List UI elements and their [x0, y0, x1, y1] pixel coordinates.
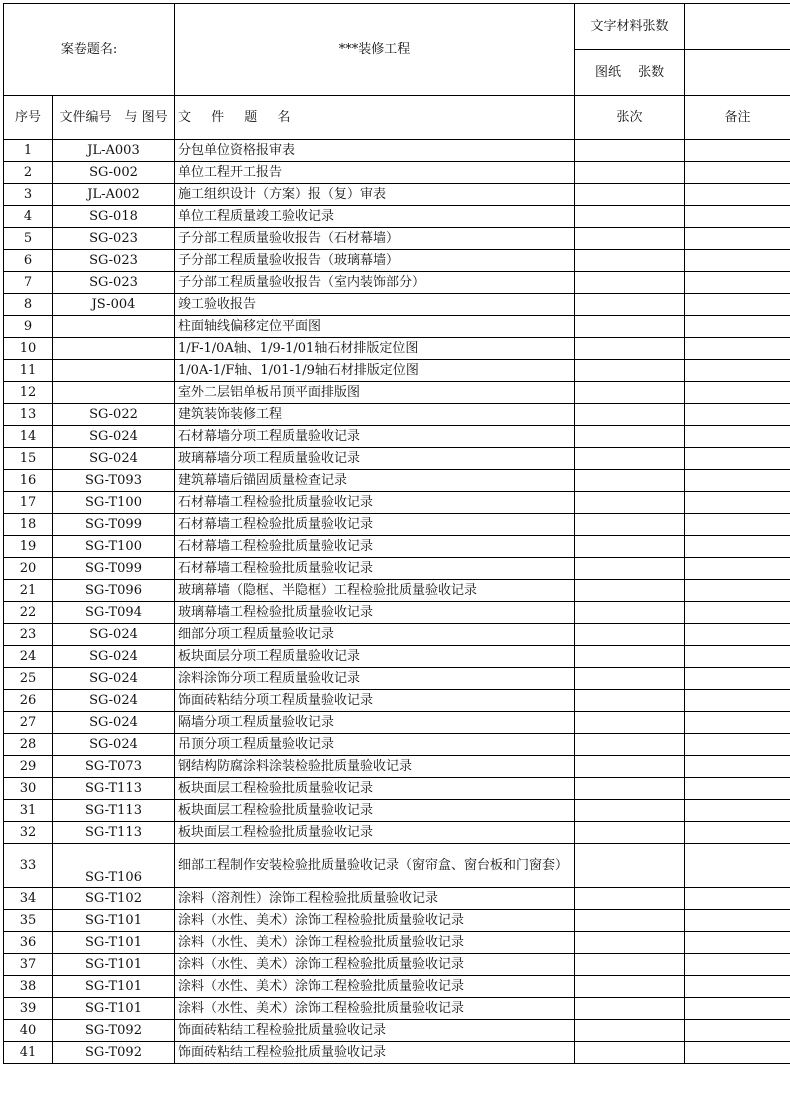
table-row: [4, 338, 790, 360]
row-remark[interactable]: [685, 668, 790, 690]
row-file-code: [53, 316, 175, 338]
row-sheet-count[interactable]: [575, 778, 685, 800]
file-index-table: [3, 3, 790, 1064]
row-file-code: SG-024: [53, 690, 175, 712]
row-remark[interactable]: [685, 184, 790, 206]
row-remark[interactable]: [685, 800, 790, 822]
table-row: [4, 888, 790, 910]
table-row: [4, 492, 790, 514]
table-row: [4, 316, 790, 338]
row-file-title: 板块面层工程检验批质量验收记录: [175, 778, 575, 800]
table-row: [4, 976, 790, 998]
table-row: [4, 580, 790, 602]
row-remark[interactable]: [685, 492, 790, 514]
row-seq: 30: [4, 778, 53, 800]
row-sheet-count[interactable]: [575, 888, 685, 910]
row-seq: 38: [4, 976, 53, 998]
row-seq: 27: [4, 712, 53, 734]
row-file-title: 单位工程开工报告: [175, 162, 575, 184]
row-file-code: SG-024: [53, 734, 175, 756]
row-seq: 2: [4, 162, 53, 184]
row-seq: 11: [4, 360, 53, 382]
row-sheet-count[interactable]: [575, 756, 685, 778]
row-remark[interactable]: [685, 1042, 790, 1064]
row-remark[interactable]: [685, 228, 790, 250]
row-remark[interactable]: [685, 316, 790, 338]
row-seq: 29: [4, 756, 53, 778]
row-sheet-count[interactable]: [575, 558, 685, 580]
row-sheet-count[interactable]: [575, 624, 685, 646]
table-row: [4, 602, 790, 624]
row-file-code: SG-024: [53, 668, 175, 690]
row-sheet-count[interactable]: [575, 910, 685, 932]
row-remark[interactable]: [685, 646, 790, 668]
row-seq: 28: [4, 734, 53, 756]
row-sheet-count[interactable]: [575, 602, 685, 624]
table-row: [4, 184, 790, 206]
row-seq: 22: [4, 602, 53, 624]
row-remark[interactable]: [685, 338, 790, 360]
row-sheet-count[interactable]: [575, 272, 685, 294]
row-seq: 13: [4, 404, 53, 426]
row-seq: 10: [4, 338, 53, 360]
table-row: [4, 470, 790, 492]
table-row: [4, 426, 790, 448]
row-seq: 25: [4, 668, 53, 690]
row-sheet-count[interactable]: [575, 360, 685, 382]
row-seq: 1: [4, 140, 53, 162]
table-row: [4, 382, 790, 404]
table-row: [4, 844, 790, 888]
row-sheet-count[interactable]: [575, 734, 685, 756]
row-file-title: 建筑装饰装修工程: [175, 404, 575, 426]
table-row: [4, 624, 790, 646]
row-sheet-count[interactable]: [575, 536, 685, 558]
row-seq: 12: [4, 382, 53, 404]
row-sheet-count[interactable]: [575, 250, 685, 272]
row-remark[interactable]: [685, 404, 790, 426]
row-file-title: 石材幕墙分项工程质量验收记录: [175, 426, 575, 448]
row-remark[interactable]: [685, 250, 790, 272]
row-seq: 40: [4, 1020, 53, 1042]
row-file-code: SG-024: [53, 624, 175, 646]
row-file-title: 柱面轴线偏移定位平面图: [175, 316, 575, 338]
row-file-code: SG-T073: [53, 756, 175, 778]
table-row: [4, 140, 790, 162]
row-file-title: 涂料（水性、美术）涂饰工程检验批质量验收记录: [175, 910, 575, 932]
row-file-code: SG-T092: [53, 1042, 175, 1064]
row-file-title: 分包单位资格报审表: [175, 140, 575, 162]
row-sheet-count[interactable]: [575, 976, 685, 998]
table-row: [4, 162, 790, 184]
row-sheet-count[interactable]: [575, 316, 685, 338]
row-remark[interactable]: [685, 514, 790, 536]
table-row: [4, 712, 790, 734]
row-remark[interactable]: [685, 778, 790, 800]
row-seq: 37: [4, 954, 53, 976]
row-seq: 31: [4, 800, 53, 822]
row-file-code: SG-T100: [53, 536, 175, 558]
row-seq: 39: [4, 998, 53, 1020]
table-row: [4, 404, 790, 426]
row-file-code: [53, 338, 175, 360]
row-file-code: JL-A003: [53, 140, 175, 162]
row-remark[interactable]: [685, 272, 790, 294]
case-title-label: 案卷题名:: [4, 4, 175, 96]
row-file-code: SG-023: [53, 250, 175, 272]
row-sheet-count[interactable]: [575, 954, 685, 976]
row-seq: 18: [4, 514, 53, 536]
row-file-title: 子分部工程质量验收报告（石材幕墙）: [175, 228, 575, 250]
row-sheet-count[interactable]: [575, 998, 685, 1020]
row-sheet-count[interactable]: [575, 404, 685, 426]
row-file-code: SG-T099: [53, 558, 175, 580]
row-sheet-count[interactable]: [575, 294, 685, 316]
table-row: [4, 206, 790, 228]
table-row: [4, 668, 790, 690]
row-file-title: 饰面砖粘结工程检验批质量验收记录: [175, 1042, 575, 1064]
row-remark[interactable]: [685, 580, 790, 602]
row-file-title: 子分部工程质量验收报告（室内装饰部分）: [175, 272, 575, 294]
row-file-title: 板块面层分项工程质量验收记录: [175, 646, 575, 668]
row-remark[interactable]: [685, 558, 790, 580]
row-sheet-count[interactable]: [575, 646, 685, 668]
row-sheet-count[interactable]: [575, 470, 685, 492]
row-file-title: 子分部工程质量验收报告（玻璃幕墙）: [175, 250, 575, 272]
table-row: [4, 360, 790, 382]
row-seq: 14: [4, 426, 53, 448]
row-sheet-count[interactable]: [575, 514, 685, 536]
row-seq: 6: [4, 250, 53, 272]
row-remark[interactable]: [685, 844, 790, 888]
row-remark[interactable]: [685, 910, 790, 932]
row-seq: 20: [4, 558, 53, 580]
text-material-pages-label: 文字材料张数: [575, 4, 685, 50]
table-row: [4, 646, 790, 668]
row-file-title: 隔墙分项工程质量验收记录: [175, 712, 575, 734]
table-row: [4, 448, 790, 470]
row-file-code: JL-A002: [53, 184, 175, 206]
row-remark[interactable]: [685, 734, 790, 756]
row-seq: 24: [4, 646, 53, 668]
row-sheet-count[interactable]: [575, 492, 685, 514]
row-file-title: 涂料（溶剂性）涂饰工程检验批质量验收记录: [175, 888, 575, 910]
row-file-code: SG-T101: [53, 932, 175, 954]
row-seq: 23: [4, 624, 53, 646]
drawing-pages-label: 图纸 张数: [575, 50, 685, 96]
row-file-code: [53, 360, 175, 382]
row-file-code: SG-T102: [53, 888, 175, 910]
row-file-code: SG-002: [53, 162, 175, 184]
row-remark[interactable]: [685, 954, 790, 976]
row-file-title: 涂料（水性、美术）涂饰工程检验批质量验收记录: [175, 998, 575, 1020]
row-remark[interactable]: [685, 624, 790, 646]
row-file-title: 涂料（水性、美术）涂饰工程检验批质量验收记录: [175, 954, 575, 976]
row-sheet-count[interactable]: [575, 668, 685, 690]
row-file-code: SG-T096: [53, 580, 175, 602]
table-row: [4, 800, 790, 822]
row-file-title: 石材幕墙工程检验批质量验收记录: [175, 558, 575, 580]
row-file-code: SG-T113: [53, 822, 175, 844]
row-file-title: 板块面层工程检验批质量验收记录: [175, 822, 575, 844]
row-seq: 17: [4, 492, 53, 514]
table-row: [4, 514, 790, 536]
row-sheet-count[interactable]: [575, 1042, 685, 1064]
row-file-code: SG-T101: [53, 910, 175, 932]
row-file-title: 细部工程制作安装检验批质量验收记录（窗帘盒、窗台板和门窗套）: [175, 844, 575, 888]
row-file-code: SG-T101: [53, 998, 175, 1020]
row-sheet-count[interactable]: [575, 184, 685, 206]
column-header-sheet-count: 张次: [575, 96, 685, 140]
row-file-title: 石材幕墙工程检验批质量验收记录: [175, 514, 575, 536]
row-seq: 41: [4, 1042, 53, 1064]
row-file-title: 饰面砖粘结工程检验批质量验收记录: [175, 1020, 575, 1042]
row-sheet-count[interactable]: [575, 932, 685, 954]
row-remark[interactable]: [685, 448, 790, 470]
row-remark[interactable]: [685, 888, 790, 910]
row-file-title: 涂料（水性、美术）涂饰工程检验批质量验收记录: [175, 976, 575, 998]
row-remark[interactable]: [685, 1020, 790, 1042]
table-row: [4, 734, 790, 756]
row-file-title: 室外二层铝单板吊顶平面排版图: [175, 382, 575, 404]
row-file-code: JS-004: [53, 294, 175, 316]
row-remark[interactable]: [685, 998, 790, 1020]
row-sheet-count[interactable]: [575, 140, 685, 162]
table-row: [4, 536, 790, 558]
row-seq: 34: [4, 888, 53, 910]
row-file-code: SG-024: [53, 646, 175, 668]
row-seq: 15: [4, 448, 53, 470]
row-remark[interactable]: [685, 932, 790, 954]
row-sheet-count[interactable]: [575, 206, 685, 228]
row-seq: 35: [4, 910, 53, 932]
row-seq: 19: [4, 536, 53, 558]
row-remark[interactable]: [685, 426, 790, 448]
column-header-file-no: 文件编号 与 图号: [53, 96, 175, 140]
row-seq: 8: [4, 294, 53, 316]
table-row: [4, 228, 790, 250]
row-seq: 16: [4, 470, 53, 492]
table-row: [4, 998, 790, 1020]
table-row: [4, 932, 790, 954]
row-file-title: 石材幕墙工程检验批质量验收记录: [175, 536, 575, 558]
row-file-code: SG-024: [53, 448, 175, 470]
table-row: [4, 756, 790, 778]
table-row: [4, 250, 790, 272]
row-file-title: 石材幕墙工程检验批质量验收记录: [175, 492, 575, 514]
table-row: [4, 822, 790, 844]
row-sheet-count[interactable]: [575, 580, 685, 602]
table-row: [4, 910, 790, 932]
row-file-title: 细部分项工程质量验收记录: [175, 624, 575, 646]
row-sheet-count[interactable]: [575, 822, 685, 844]
table-row: [4, 778, 790, 800]
row-seq: 9: [4, 316, 53, 338]
row-seq: 26: [4, 690, 53, 712]
row-seq: 32: [4, 822, 53, 844]
row-file-title: 钢结构防腐涂料涂装检验批质量验收记录: [175, 756, 575, 778]
row-file-title: 涂料（水性、美术）涂饰工程检验批质量验收记录: [175, 932, 575, 954]
row-sheet-count[interactable]: [575, 338, 685, 360]
table-row: [4, 690, 790, 712]
column-header-file-title: 文 件 题 名: [175, 96, 575, 140]
row-file-code: SG-T113: [53, 800, 175, 822]
row-file-title: 玻璃幕墙（隐框、半隐框）工程检验批质量验收记录: [175, 580, 575, 602]
text-material-pages-value[interactable]: [685, 4, 790, 50]
row-file-code: SG-T100: [53, 492, 175, 514]
table-row: [4, 954, 790, 976]
row-file-code: SG-T099: [53, 514, 175, 536]
row-file-code: SG-T092: [53, 1020, 175, 1042]
row-remark[interactable]: [685, 140, 790, 162]
row-file-code: SG-024: [53, 426, 175, 448]
row-file-code: SG-023: [53, 272, 175, 294]
row-file-title: 建筑幕墙后锚固质量检查记录: [175, 470, 575, 492]
row-file-title: 吊顶分项工程质量验收记录: [175, 734, 575, 756]
table-row: [4, 294, 790, 316]
row-file-title: 板块面层工程检验批质量验收记录: [175, 800, 575, 822]
row-file-title: 1/F-1/0A轴、1/9-1/01轴石材排版定位图: [175, 338, 575, 360]
row-sheet-count[interactable]: [575, 690, 685, 712]
row-remark[interactable]: [685, 712, 790, 734]
row-file-title: 施工组织设计（方案）报（复）审表: [175, 184, 575, 206]
row-file-code: SG-018: [53, 206, 175, 228]
row-file-title: 玻璃幕墙分项工程质量验收记录: [175, 448, 575, 470]
row-seq: 21: [4, 580, 53, 602]
row-file-title: 涂料涂饰分项工程质量验收记录: [175, 668, 575, 690]
row-file-code: [53, 382, 175, 404]
row-remark[interactable]: [685, 206, 790, 228]
row-file-code: SG-T101: [53, 954, 175, 976]
row-sheet-count[interactable]: [575, 800, 685, 822]
row-file-title: 单位工程质量竣工验收记录: [175, 206, 575, 228]
row-sheet-count[interactable]: [575, 448, 685, 470]
row-remark[interactable]: [685, 536, 790, 558]
row-file-title: 竣工验收报告: [175, 294, 575, 316]
row-file-code: SG-T106: [53, 844, 175, 888]
row-remark[interactable]: [685, 822, 790, 844]
project-name: ***装修工程: [175, 4, 575, 96]
row-sheet-count[interactable]: [575, 1020, 685, 1042]
row-sheet-count[interactable]: [575, 712, 685, 734]
row-seq: 4: [4, 206, 53, 228]
table-row: [4, 558, 790, 580]
row-remark[interactable]: [685, 602, 790, 624]
row-file-code: SG-T094: [53, 602, 175, 624]
row-file-code: SG-T093: [53, 470, 175, 492]
row-file-code: SG-T101: [53, 976, 175, 998]
row-sheet-count[interactable]: [575, 426, 685, 448]
row-file-title: 1/0A-1/F轴、1/01-1/9轴石材排版定位图: [175, 360, 575, 382]
row-remark[interactable]: [685, 382, 790, 404]
row-seq: 36: [4, 932, 53, 954]
column-header-seq: 序号: [4, 96, 53, 140]
row-remark[interactable]: [685, 756, 790, 778]
table-row: [4, 272, 790, 294]
row-remark[interactable]: [685, 690, 790, 712]
row-sheet-count[interactable]: [575, 162, 685, 184]
row-remark[interactable]: [685, 360, 790, 382]
row-sheet-count[interactable]: [575, 228, 685, 250]
row-remark[interactable]: [685, 470, 790, 492]
row-seq: 7: [4, 272, 53, 294]
row-file-code: SG-022: [53, 404, 175, 426]
row-seq: 33: [4, 844, 53, 888]
row-file-code: SG-024: [53, 712, 175, 734]
row-sheet-count[interactable]: [575, 382, 685, 404]
row-seq: 3: [4, 184, 53, 206]
column-header-remark: 备注: [685, 96, 790, 140]
row-file-code: SG-023: [53, 228, 175, 250]
table-row: [4, 1042, 790, 1064]
row-remark[interactable]: [685, 162, 790, 184]
table-row: [4, 1020, 790, 1042]
row-remark[interactable]: [685, 294, 790, 316]
row-sheet-count[interactable]: [575, 844, 685, 888]
row-file-title: 饰面砖粘结分项工程质量验收记录: [175, 690, 575, 712]
row-file-title: 玻璃幕墙工程检验批质量验收记录: [175, 602, 575, 624]
row-remark[interactable]: [685, 976, 790, 998]
row-file-code: SG-T113: [53, 778, 175, 800]
row-seq: 5: [4, 228, 53, 250]
drawing-pages-value[interactable]: [685, 50, 790, 96]
